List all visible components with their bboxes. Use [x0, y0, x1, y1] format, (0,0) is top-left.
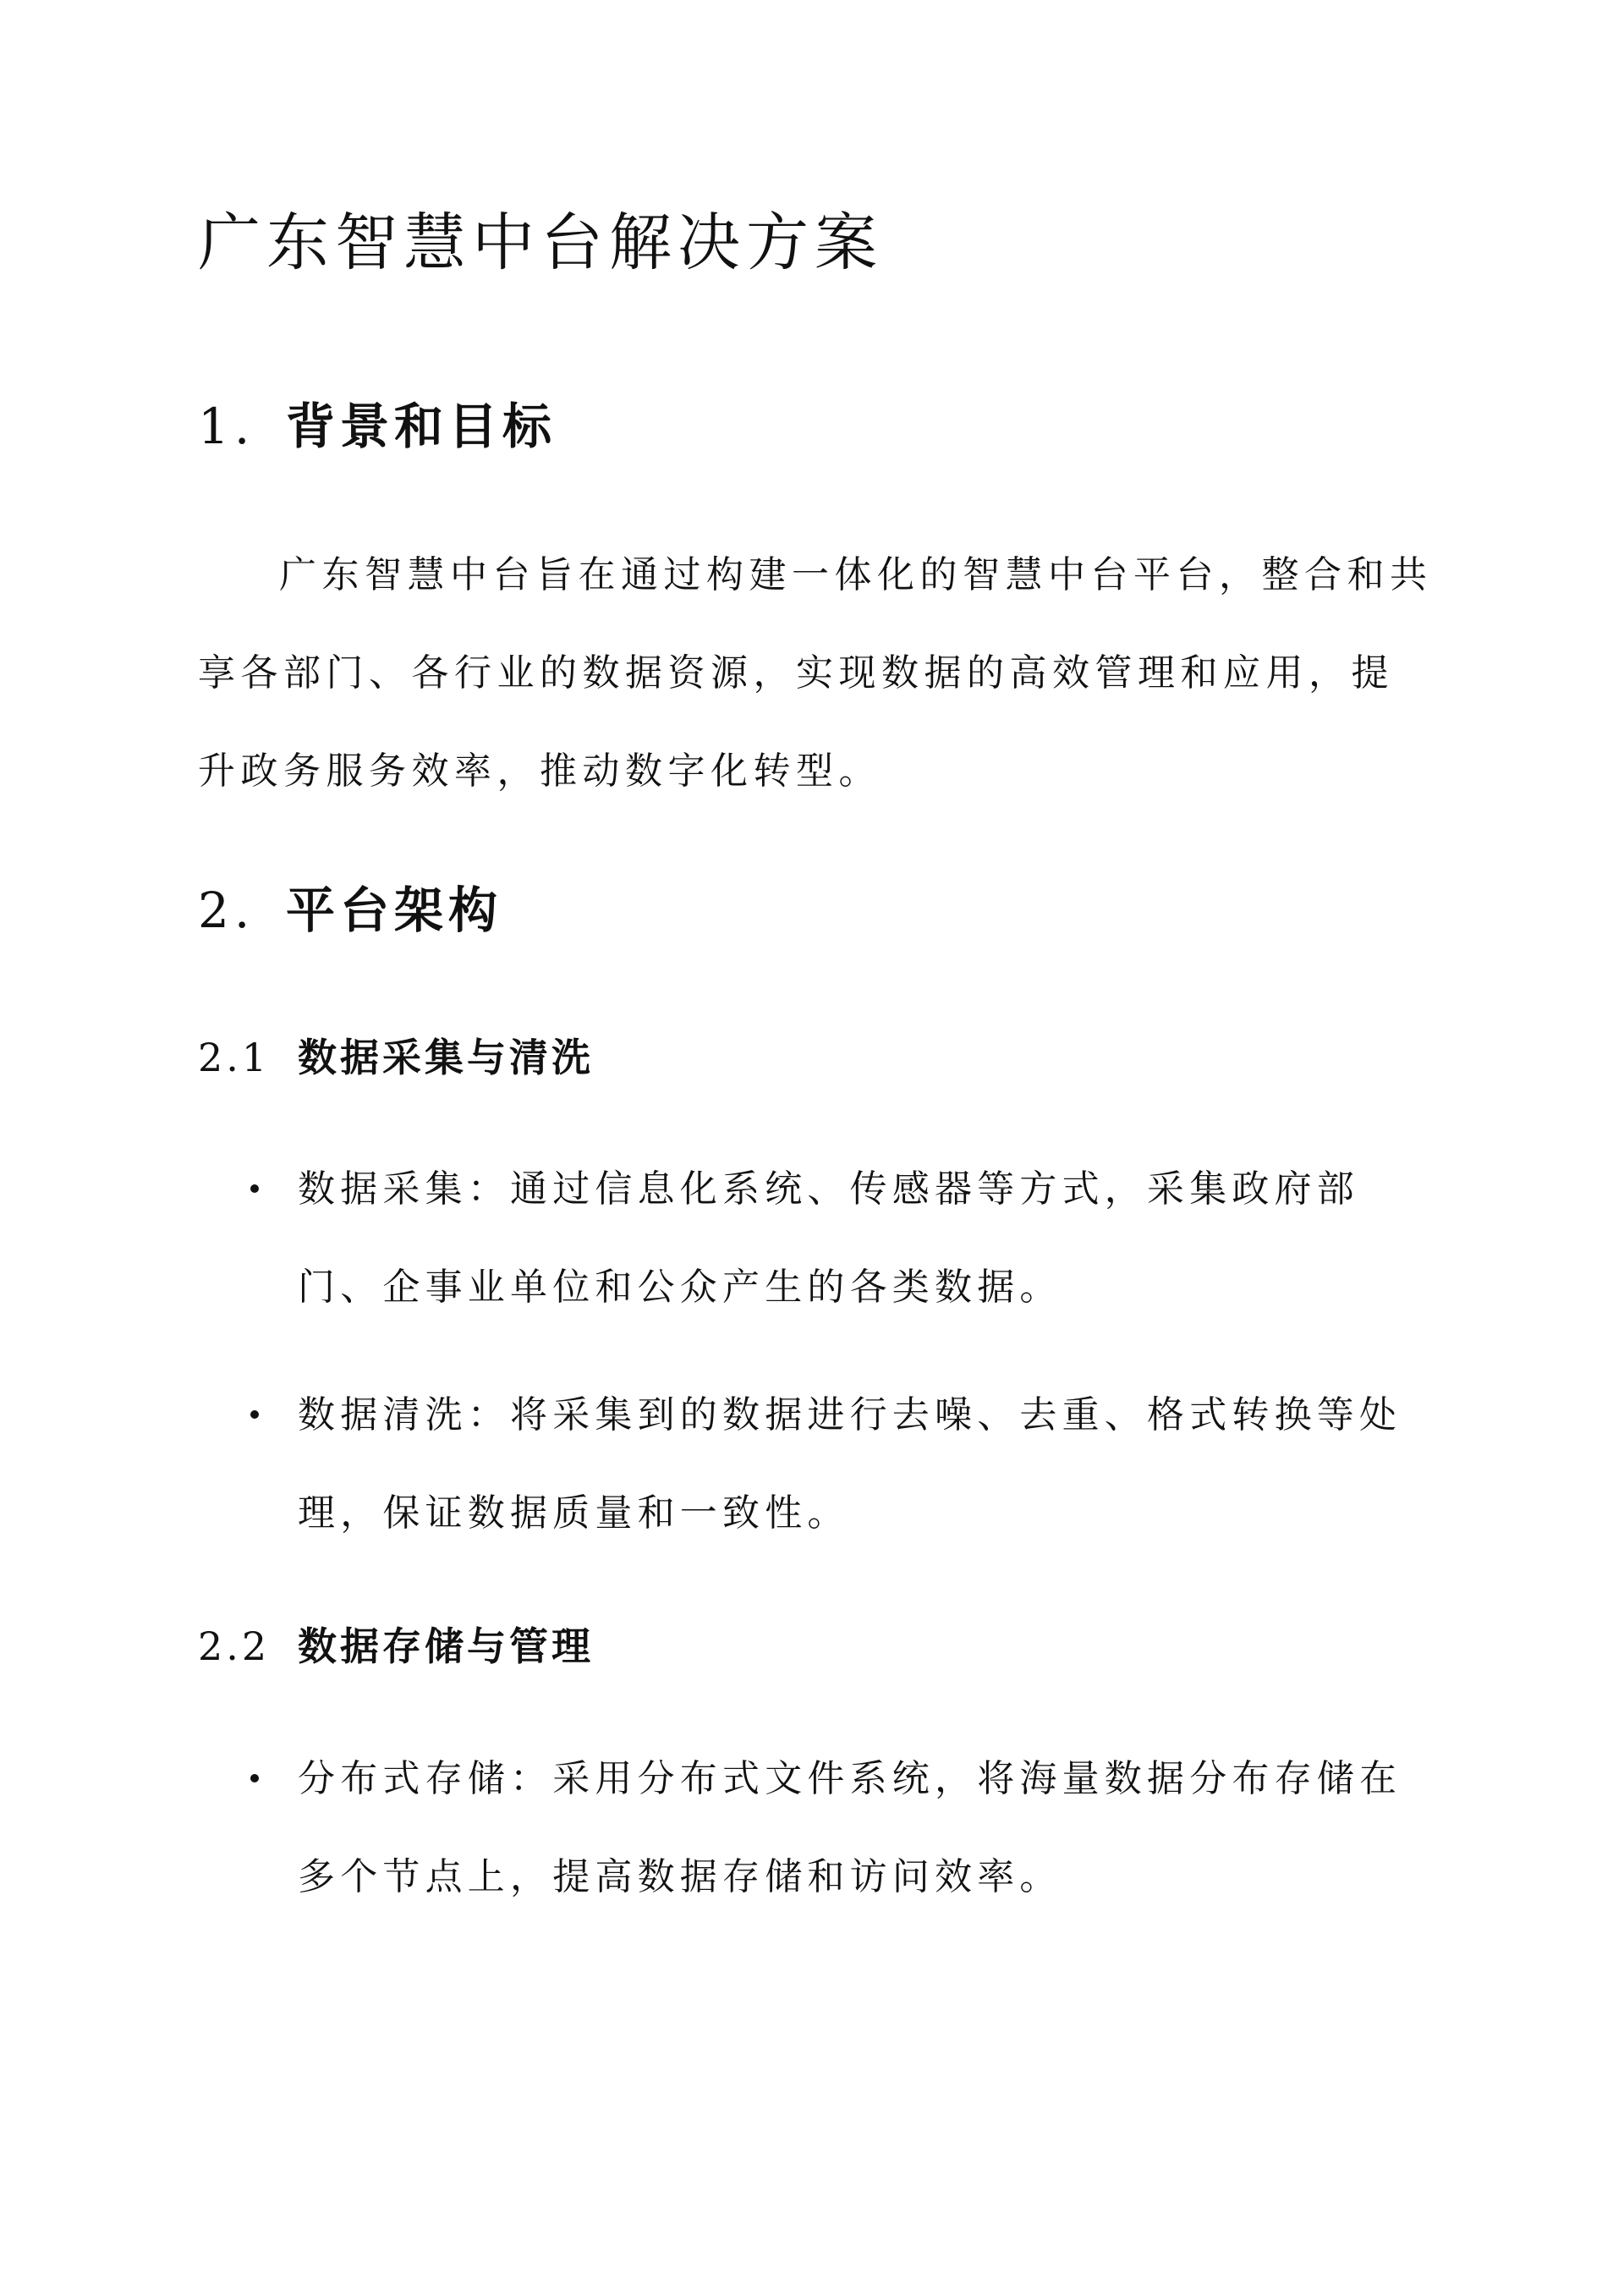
- list-item: [198, 1730, 1433, 1926]
- list-item: [198, 1366, 1433, 1563]
- subsection-number: 2.2: [198, 1623, 271, 1669]
- document-title: 广东智慧中台解决方案: [198, 206, 883, 279]
- section-number: 2.: [198, 882, 255, 939]
- data-collection-list: [198, 1140, 1433, 1592]
- list-item-text: 数据清洗：将采集到的数据进行去噪、去重、格式转换等处理，保证数据质量和一致性。: [298, 1393, 1402, 1535]
- section-heading-background: [198, 393, 557, 460]
- list-item: [198, 1140, 1433, 1337]
- subsection-number: 2.1: [198, 1035, 271, 1080]
- section-number: 1.: [198, 398, 255, 455]
- subsection-title: 数据采集与清洗: [298, 1035, 594, 1080]
- section-heading-architecture: [198, 876, 502, 944]
- subsection-title: 数据存储与管理: [298, 1623, 594, 1669]
- bullet-icon: [250, 1184, 259, 1193]
- bullet-icon: [250, 1410, 259, 1419]
- subsection-heading-data-collection: [198, 1030, 594, 1085]
- section-title: 平台架构: [286, 882, 503, 939]
- section-title: 背景和目标: [286, 398, 557, 455]
- list-item-text: 数据采集：通过信息化系统、传感器等方式，采集政府部门、企事业单位和公众产生的各类数据。: [298, 1167, 1359, 1309]
- data-storage-list: [198, 1730, 1433, 1956]
- list-item-text: 分布式存储：采用分布式文件系统，将海量数据分布存储在多个节点上，提高数据存储和访问效率。: [298, 1757, 1402, 1898]
- background-paragraph: 广东智慧中台旨在通过构建一体化的智慧中台平台，整合和共享各部门、各行业的数据资源，实现数据的高效管理和应用，提升政务服务效率，推动数字化转型。: [198, 553, 1433, 793]
- bullet-icon: [250, 1774, 259, 1782]
- subsection-heading-data-storage: [198, 1619, 594, 1673]
